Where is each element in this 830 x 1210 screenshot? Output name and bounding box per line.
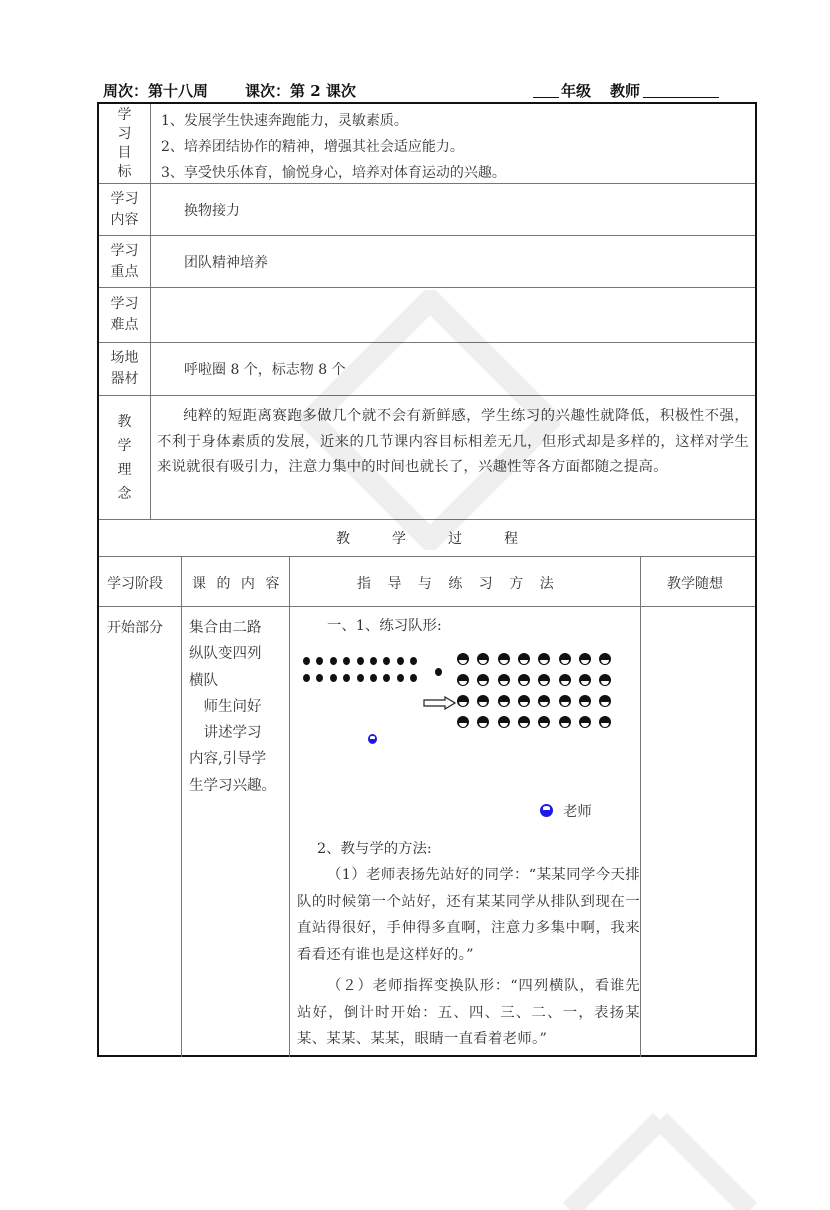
student-face-icon [538, 674, 550, 686]
student-face-icon [579, 716, 591, 728]
student-face-icon [599, 695, 611, 707]
student-face-icon [498, 716, 510, 728]
grade-label: 年级 [561, 82, 592, 100]
goal-item: 1、发展学生快速奔跑能力，灵敏素质。 [161, 113, 408, 129]
col-stage: 学习阶段 [107, 576, 163, 592]
student-face-icon [579, 674, 591, 686]
student-face-icon [457, 653, 469, 665]
student-dot [303, 674, 310, 682]
stage-method [297, 613, 640, 1053]
goal-item: 3、享受快乐体育，愉悦身心，培养对体育运动的兴趣。 [161, 165, 506, 181]
student-dot [383, 674, 390, 682]
student-dot [330, 657, 337, 665]
student-dot [303, 657, 310, 665]
philosophy-label: 教 学 理 念 [99, 396, 151, 519]
student-face-icon [599, 674, 611, 686]
focus-label: 学习 重点 [99, 236, 151, 287]
student-dot [435, 668, 442, 676]
col-notes: 教学随想 [667, 576, 723, 592]
teacher-position-icon [368, 734, 377, 744]
student-dot [383, 657, 390, 665]
teacher-label: 教师 [610, 82, 641, 100]
difficulty-label: 学习 难点 [99, 288, 151, 342]
equipment-row [99, 343, 755, 396]
content-value: 换物接力 [184, 202, 240, 219]
watermark-icon [560, 1110, 760, 1210]
lesson-label: 课次：第 2 课次 [245, 82, 356, 100]
lesson-header [103, 80, 763, 104]
methods-title: 2、教与学的方法: [317, 841, 432, 857]
teacher-blank [643, 80, 719, 98]
formation-diagram [297, 639, 640, 820]
student-face-icon [559, 695, 571, 707]
student-dot [410, 674, 417, 682]
goals-row [99, 104, 755, 184]
student-face-icon [498, 695, 510, 707]
student-dot [330, 674, 337, 682]
method-paragraph-2: （２）老师指挥变换队形：“四列横队，看谁先站好，倒计时开始：五、四、三、二、一，表扬某某、某某、某某，眼睛一直看着老师。” [297, 977, 640, 1048]
lesson-plan-table [97, 102, 757, 1057]
student-face-icon [538, 695, 550, 707]
focus-row [99, 236, 755, 288]
col-content: 课 的 内 容 [192, 576, 283, 592]
student-face-icon [538, 653, 550, 665]
student-face-icon [477, 653, 489, 665]
arrow-right-icon [423, 696, 457, 710]
philosophy-row [99, 396, 755, 520]
student-face-icon [538, 716, 550, 728]
process-title-row [99, 520, 755, 557]
difficulty-row [99, 288, 755, 343]
student-face-icon [559, 653, 571, 665]
student-face-icon [579, 653, 591, 665]
grade-blank [533, 80, 559, 98]
student-face-icon [579, 695, 591, 707]
student-face-icon [457, 674, 469, 686]
student-dot [397, 674, 404, 682]
equipment-label: 场地 器材 [99, 343, 151, 395]
content-label: 学习 内容 [99, 184, 151, 235]
process-header-row [99, 557, 755, 607]
student-face-icon [477, 716, 489, 728]
student-face-icon [518, 695, 530, 707]
goals-label: 学 习 目 标 [99, 104, 151, 183]
student-dot [343, 657, 350, 665]
equipment-value: 呼啦圈 8 个，标志物 8 个 [184, 362, 346, 378]
goal-item: 2、培养团结协作的精神，增强其社会适应能力。 [161, 139, 464, 155]
stage-content: 集合由二路 纵队变四列 横队 师生问好 讲述学习 内容,引导学 生学习兴趣。 [189, 620, 276, 794]
student-dot [357, 657, 364, 665]
col-method: 指 导 与 练 习 方 法 [357, 576, 560, 592]
content-row [99, 184, 755, 236]
student-face-icon [518, 674, 530, 686]
process-row-start [99, 607, 755, 1057]
week-label: 周次：第十八周 [103, 82, 209, 100]
student-face-icon [457, 695, 469, 707]
student-face-icon [498, 653, 510, 665]
student-face-icon [599, 716, 611, 728]
formation-title: 一、1、练习队形: [327, 618, 442, 634]
goals-content [151, 104, 755, 183]
process-title: 教 学 过 程 [336, 531, 518, 547]
philosophy-text: 纯粹的短距离赛跑多做几个就不会有新鲜感，学生练习的兴趣性就降低，积极性不强，不利于身体素质的发展，近来的几节课内容目标相差无几，但形式却是多样的，这样对学生来说就很有吸引力，注意力集中的时间也就长了，兴趣性等各方面都随之提高。 [157, 408, 749, 475]
student-dot [397, 657, 404, 665]
student-face-icon [518, 653, 530, 665]
student-dot [370, 674, 377, 682]
difficulty-value [151, 288, 755, 342]
student-face-icon [477, 695, 489, 707]
focus-value: 团队精神培养 [184, 254, 268, 271]
student-dot [410, 657, 417, 665]
student-dot [316, 674, 323, 682]
student-face-icon [559, 674, 571, 686]
method-paragraph-1: （1）老师表扬先站好的同学：“某某同学今天排队的时候第一个站好，还有某某同学从排队到现在一直站得很好，手伸得多直啊，注意力多集中啊，我来看看还有谁也是这样好的。” [297, 867, 640, 964]
student-dot [370, 657, 377, 665]
teacher-legend-icon [540, 804, 553, 817]
student-dot [343, 674, 350, 682]
student-dot [357, 674, 364, 682]
student-dot [316, 657, 323, 665]
stage-name: 开始部分 [107, 620, 163, 636]
student-face-icon [498, 674, 510, 686]
student-face-icon [477, 674, 489, 686]
student-face-icon [518, 716, 530, 728]
student-face-icon [457, 716, 469, 728]
teacher-legend-label: 老师 [563, 804, 592, 820]
student-face-icon [559, 716, 571, 728]
student-face-icon [599, 653, 611, 665]
